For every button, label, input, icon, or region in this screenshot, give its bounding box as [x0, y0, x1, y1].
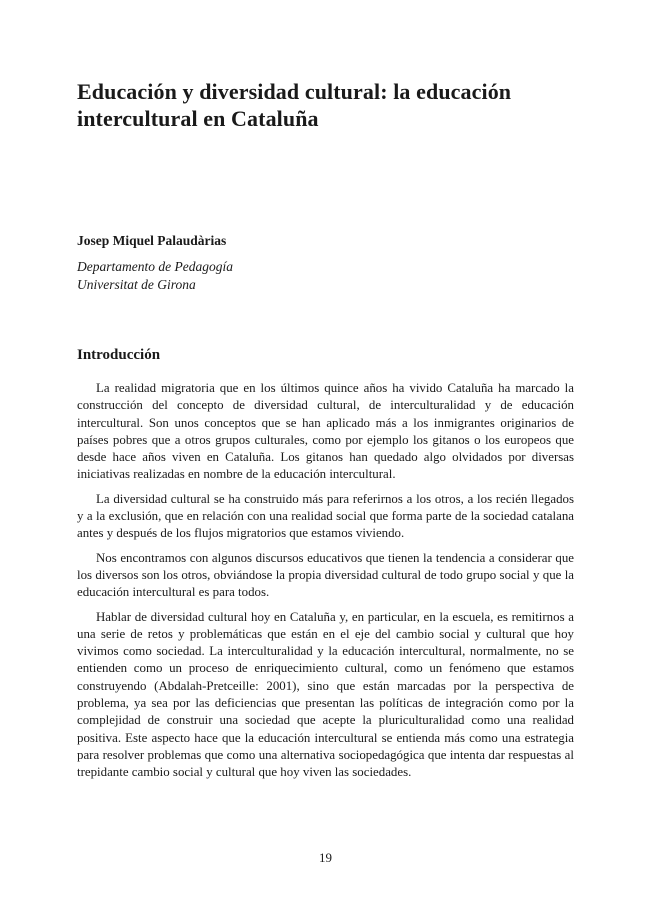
- affiliation-university: Universitat de Girona: [77, 277, 196, 292]
- author-affiliation: [77, 258, 233, 294]
- paragraph: La diversidad cultural se ha construido más para referirnos a los otros, a los recién llegados y a la exclusión, que en relación con una realidad social que forma parte de la sociedad catalana antes y después de los flujos migratorios que estamos viviendo.: [77, 491, 574, 541]
- affiliation-department: Departamento de Pedagogía: [77, 259, 233, 274]
- document-page: [77, 0, 574, 898]
- article-title-line: Educación y diversidad cultural: la educación: [77, 79, 512, 104]
- article-title: [77, 78, 574, 132]
- page-number: 19: [319, 850, 332, 865]
- section-heading: Introducción: [77, 347, 161, 363]
- paragraph: Hablar de diversidad cultural hoy en Cataluña y, en particular, en la escuela, es remitirnos a una serie de retos y problemáticas que están en el eje del cambio social y cultural que hoy vivimos como sociedad. La interculturalidad y la educación intercultural, normalmente, no se entienden como un proceso de enriquecimiento cultural, como un fenómeno que estamos construyendo (Abdalah-Pretceille: 2001), sino que están marcadas por la perspectiva de problema, ya sea por las deficiencias que presentan las políticas de integración como por la complejidad de construir una sociedad que acepte la pluriculturalidad como una realidad positiva. Este aspecto hace que la educación intercultural se entienda más como una estrategia para resolver problemas que como una alternativa sociopedagógica que intenta dar respuestas al trepidante cambio social y cultural que hoy viven las sociedades.: [77, 609, 574, 780]
- author-name: Josep Miquel Palaudàrias: [77, 233, 227, 248]
- paragraph: La realidad migratoria que en los últimos quince años ha vivido Cataluña ha marcado la construcción del concepto de diversidad cultural, de interculturalidad y de educación intercultural. Son unos conceptos que se han aplicado más a los inmigrantes originarios de países pobres que a otros grupos culturales, como por ejemplo los gitanos o los europeos que desde hace años viven en Cataluña. Los gitanos han quedado algo olvidados por diversas iniciativas realizadas en nombre de la educación intercultural.: [77, 381, 574, 482]
- paragraph: Nos encontramos con algunos discursos educativos que tienen la tendencia a considerar que los diversos son los otros, obviándose la propia diversidad cultural de todo grupo social y que la educación intercultural es para todos.: [77, 550, 574, 600]
- body-text: [77, 380, 574, 789]
- article-title-line: intercultural en Cataluña: [77, 106, 319, 131]
